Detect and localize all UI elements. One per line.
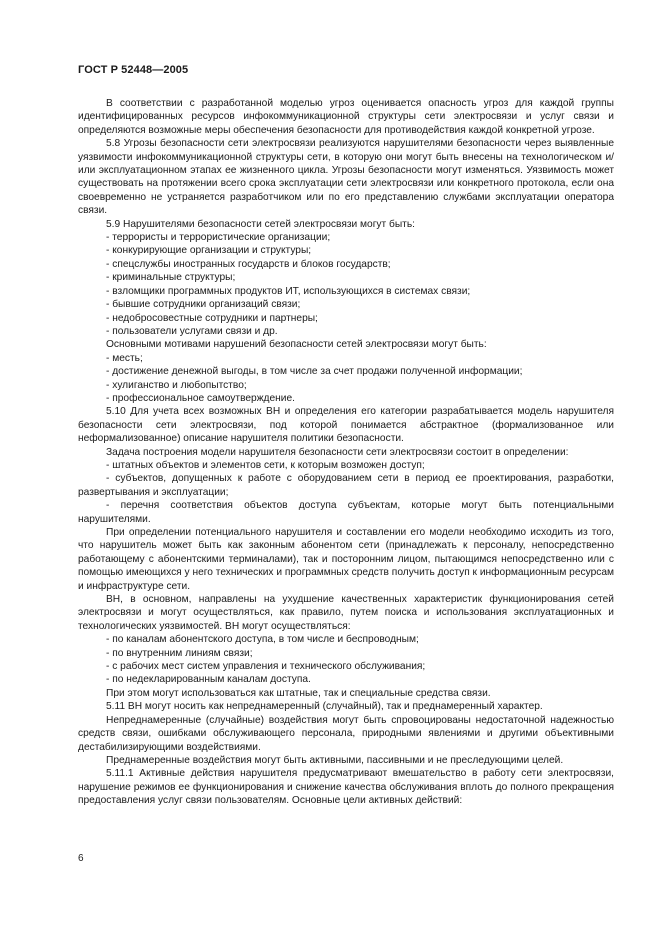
list-item: - по внутренним линиям связи;	[106, 647, 253, 659]
list-item: - спецслужбы иностранных государств и блоков государств;	[106, 258, 391, 270]
list-item: - взломщики программных продуктов ИТ, использующихся в системах связи;	[106, 285, 471, 297]
list-item: - профессиональное самоутверждение.	[106, 392, 295, 404]
list-item: - штатных объектов и элементов сети, к которым возможен доступ;	[106, 459, 425, 471]
paragraph: Непреднамеренные (случайные) воздействия могут быть спровоцированы недостаточной надежностью средств связи, ошибками обслуживающего персонала, природными явлениями и другими объективными дестабилизирующими воздействиями.	[78, 714, 614, 753]
paragraph: 5.9 Нарушителями безопасности сетей электросвязи могут быть:	[106, 218, 415, 230]
list-item: - террористы и террористические организации;	[106, 232, 331, 244]
list-item: - конкурирующие организации и структуры;	[106, 245, 312, 257]
list-item: - по каналам абонентского доступа, в том числе и беспроводным;	[106, 634, 419, 646]
list-item: - криминальные структуры;	[106, 272, 236, 284]
paragraph: Задача построения модели нарушителя безопасности сети электросвязи состоит в определении:	[106, 446, 569, 458]
paragraph: Преднамеренные воздействия могут быть активными, пассивными и не преследующими целей.	[106, 754, 564, 766]
paragraph: 5.11 ВН могут носить как непреднамеренный (случайный), так и преднамеренный характер.	[106, 701, 543, 713]
paragraph: ВН, в основном, направлены на ухудшение качественных характеристик функционирования сетей электросвязи и могут осуществляться, как правило, путем поиска и использования эксплуатационных и технологических уязвимостей. ВН могут осуществляться:	[78, 594, 614, 632]
paragraph: В соответствии с разработанной моделью угроз оценивается опасность угроз для каждой группы идентифицированных ресурсов инфокоммуникационной структуры сети электросвязи и услуг связи и определяются возможные меры обеспечения безопасности для противодействия каждой конкретной угрозе.	[78, 98, 614, 136]
list-item: - пользователи услугами связи и др.	[106, 325, 278, 337]
paragraph: При определении потенциального нарушителя и составлении его модели необходимо исходить из того, что нарушитель может быть как законным абонентом сети (принадлежать к персоналу, непосредственно работающему с абонентскими терминалами), так и посторонним лицом, пытающимся непосредственно или с помощью имеющихся у него технических и программных средств получить доступ к информационным ресурсам и инфраструктуре сети.	[78, 527, 614, 592]
list-item: - месть;	[106, 352, 143, 364]
list-item: - недобросовестные сотрудники и партнеры;	[106, 312, 318, 324]
page-number: 6	[78, 853, 84, 864]
list-item: - по недекларированным каналам доступа.	[106, 674, 311, 686]
paragraph: Основными мотивами нарушений безопасности сетей электросвязи могут быть:	[106, 339, 487, 351]
list-item: - с рабочих мест систем управления и технического обслуживания;	[106, 661, 426, 673]
paragraph: 5.8 Угрозы безопасности сети электросвязи реализуются нарушителями безопасности через выявленные уязвимости инфокоммуникационной структуры сети, в которую они могут быть внесены на технологическом и/или эксплуатационном этапах ее жизненного цикла. Угрозы безопасности могут изменяться. Уязвимость может существовать на протяжении всего срока эксплуатации сети электросвязи или конкретного протокола, если она своевременно не устраняется разработчиком или по его представлению службами эксплуатации оператора связи.	[78, 138, 614, 217]
body-text	[78, 97, 614, 808]
paragraph: 5.11.1 Активные действия нарушителя предусматривают вмешательство в работу сети электросвязи, нарушение режимов ее функционирования и снижение качества обслуживания вплоть до полного прекращения предоставления услуг связи пользователям. Основные цели активных действий:	[78, 768, 614, 807]
paragraph: 5.10 Для учета всех возможных ВН и определения его категории разрабатывается модель нарушителя безопасности сети электросвязи, под которой понимается абстрактное (формализованное или неформализованное) описание нарушителя политики безопасности.	[78, 406, 614, 445]
paragraph: При этом могут использоваться как штатные, так и специальные средства связи.	[106, 687, 491, 699]
paragraph: - субъектов, допущенных к работе с оборудованием сети в период ее проектирования, разработки, развертывания и эксплуатации;	[78, 473, 614, 498]
list-item: - достижение денежной выгоды, в том числе за счет продажи полученной информации;	[106, 366, 523, 378]
list-item: - бывшие сотрудники организаций связи;	[106, 299, 301, 311]
document-header: ГОСТ Р 52448—2005	[78, 64, 189, 76]
list-item: - хулиганство и любопытство;	[106, 379, 247, 391]
paragraph: - перечня соответствия объектов доступа субъектам, которые могут быть потенциальными нарушителями.	[78, 500, 614, 525]
